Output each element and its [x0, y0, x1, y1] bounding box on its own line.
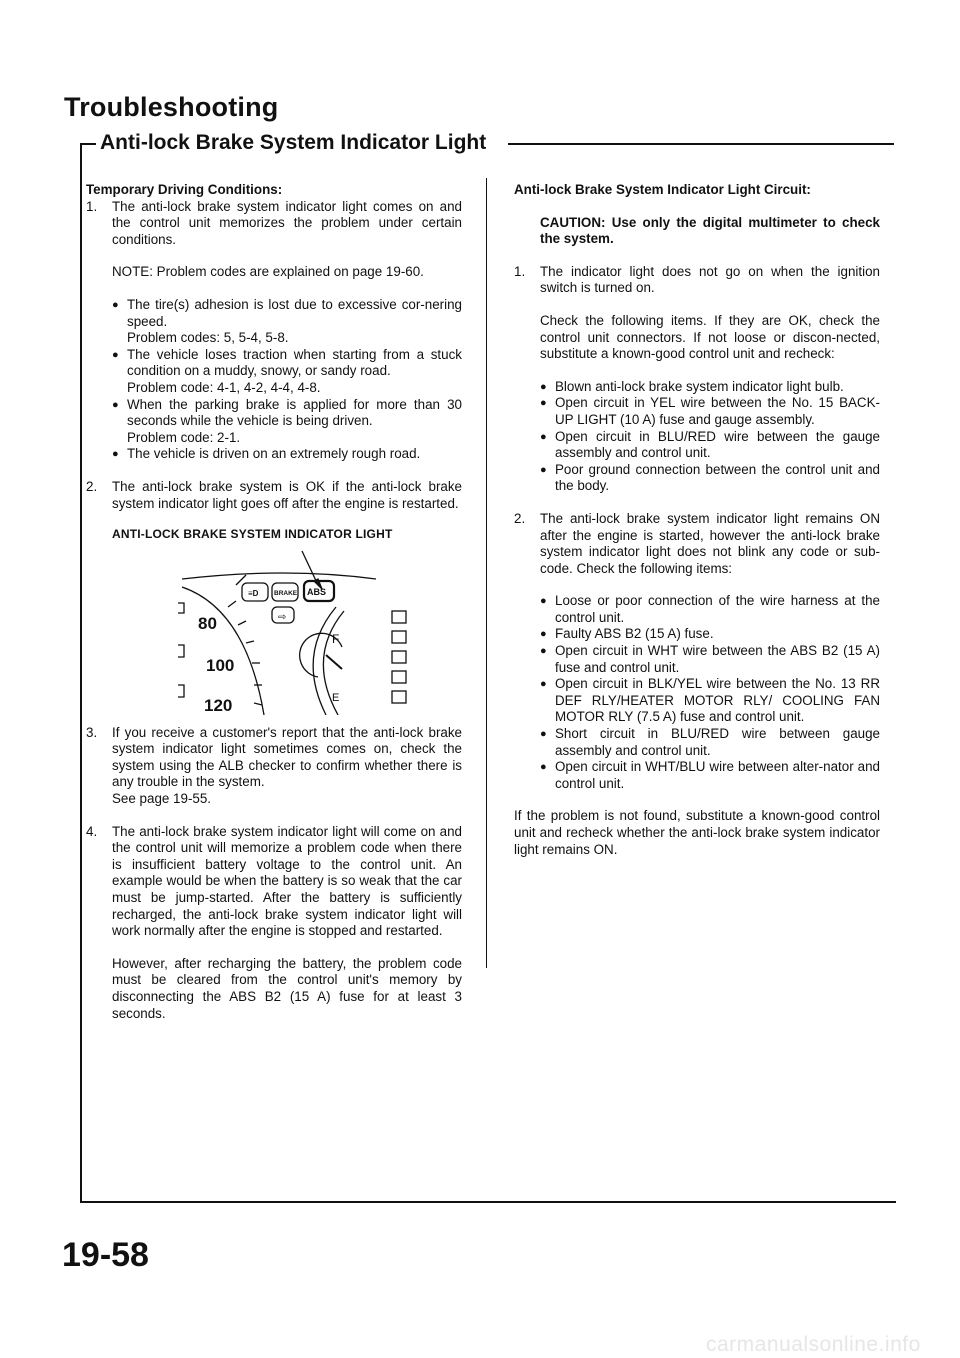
bullet-item [514, 626, 880, 643]
bullet-text: Short circuit in BLU/RED wire between gauge assembly and control unit. [555, 726, 880, 758]
bullet-dot-icon: ● [540, 645, 547, 658]
bullet-text: The tire(s) adhesion is lost due to excessive cor-nering speed. [127, 296, 462, 329]
check-paragraph: Check the following items. If they are OK, check the control unit connectors. If not loose or discon-nected, substitute a known-good control unit and recheck: [540, 312, 880, 362]
bullet-dot-icon: ● [540, 728, 547, 741]
bullet-item [86, 347, 462, 397]
bullet-text: Poor ground connection between the control unit and the body. [555, 461, 880, 494]
bullet-text: Open circuit in WHT wire between the ABS B2 (15 A) fuse and control unit. [555, 643, 880, 675]
left-column [86, 182, 462, 1022]
warning-lamp-icon [392, 671, 406, 683]
bullet-text: The vehicle is driven on an extremely rough road. [127, 446, 421, 462]
bullet-text: Blown anti-lock brake system indicator light bulb. [555, 378, 844, 394]
svg-text:⇨: ⇨ [278, 611, 287, 623]
item-number: 4. [86, 823, 98, 839]
problem-code: Problem codes: 5, 5-4, 5-8. [127, 330, 289, 346]
bullet-dot-icon: ● [540, 628, 547, 641]
speed-label-100: 100 [206, 655, 235, 675]
bullet-text: Open circuit in BLK/YEL wire between the No. 13 RR DEF RLY/HEATER MOTOR RLY/ COOLING FAN MOTOR RLY (7.5 A) fuse and control unit. [555, 676, 880, 725]
bullet-item [514, 395, 880, 428]
recharge-paragraph: However, after recharging the battery, the problem code must be cleared from the control unit's memory by disconnecting the ABS B2 (15 A) fuse for at least 3 seconds. [112, 955, 462, 1021]
left-item-4 [86, 824, 462, 940]
closing-paragraph: If the problem is not found, substitute a known-good control unit and recheck whether the anti-lock brake system indicator light remains ON. [514, 808, 880, 857]
brake-lamp-label: BRAKE [274, 589, 298, 597]
gauge-illustration [86, 545, 462, 715]
bullet-text: Open circuit in YEL wire between the No. 15 BACK-UP LIGHT (10 A) fuse and gauge assembly. [555, 395, 880, 427]
item-text: The anti-lock brake system indicator light remains ON after the engine is started, however the anti-lock brake system indicator light does not blink any code or sub-code. Check the following items: [540, 510, 880, 576]
bullet-text: Open circuit in WHT/BLU wire between alter-nator and control unit. [555, 759, 880, 791]
bullet-text: When the parking brake is applied for more than 30 seconds while the vehicle is being driven. [127, 396, 462, 429]
header-left-vertical [80, 143, 82, 1203]
item-text: The anti-lock brake system indicator light will come on and the control unit will memorize a problem code when there is insufficient battery voltage to the control unit. An example would be when the battery is so weak that the car must be jump-started. After the battery is sufficiently recharged, the anti-lock brake system indicator light will work normally after the engine is stopped and restarted. [112, 823, 462, 939]
item-text: The indicator light does not go on when the ignition switch is turned on. [540, 263, 880, 296]
bullet-item [86, 397, 462, 447]
bullet-item [514, 462, 880, 495]
left-item-1 [86, 199, 462, 249]
check-bullets-2 [514, 593, 880, 792]
bullet-item [514, 429, 880, 462]
bullet-dot-icon: ● [540, 761, 547, 774]
svg-text:F: F [332, 631, 340, 646]
bullet-item [514, 759, 880, 792]
bullet-text: Open circuit in BLU/RED wire between the gauge assembly and control unit. [555, 428, 880, 461]
item-text: The anti-lock brake system indicator light comes on and the control unit memorizes the problem under certain conditions. [112, 198, 462, 247]
column-divider [486, 178, 487, 968]
bullet-dot-icon: ● [112, 448, 119, 461]
problem-code: Problem code: 2-1. [127, 429, 241, 445]
header-rule [508, 143, 894, 145]
item-number: 2. [514, 510, 526, 526]
warning-lamp-icon [392, 691, 406, 703]
bottom-rule [80, 1201, 896, 1203]
warning-lamp-icon [392, 611, 406, 623]
bullet-dot-icon: ● [540, 678, 547, 691]
warning-lamp-icon [392, 631, 406, 643]
bullet-dot-icon: ● [540, 463, 547, 476]
watermark: carmanualsonline.info [706, 1333, 921, 1356]
item-number: 2. [86, 478, 98, 494]
bullet-dot-icon: ● [112, 398, 119, 411]
dash-top-outline [182, 573, 376, 579]
circuit-heading: Anti-lock Brake System Indicator Light Circuit: [514, 182, 811, 197]
bullet-item [514, 676, 880, 726]
speed-label-80: 80 [198, 613, 217, 633]
item-text: The anti-lock brake system is OK if the anti-lock brake system indicator light goes off after the engine is restarted. [112, 478, 462, 511]
see-page-ref: See page 19-55. [112, 791, 212, 807]
left-item-3 [86, 725, 462, 808]
caution-note: CAUTION: Use only the digital multimeter to check the system. [540, 214, 880, 247]
bullet-dot-icon: ● [112, 298, 119, 311]
bullet-text: Faulty ABS B2 (15 A) fuse. [555, 626, 714, 642]
bullet-dot-icon: ● [540, 430, 547, 443]
warning-lamp-icon [392, 651, 406, 663]
header-left-tick [80, 143, 96, 145]
bullet-text: Loose or poor connection of the wire harness at the control unit. [555, 593, 880, 625]
speed-label-120: 120 [204, 695, 233, 715]
condition-bullets [86, 297, 462, 463]
bullet-dot-icon: ● [112, 348, 119, 361]
bullet-dot-icon: ● [540, 380, 547, 393]
bullet-item [86, 446, 462, 463]
right-column [514, 182, 880, 858]
bullet-dot-icon: ● [540, 595, 547, 608]
item-text: If you receive a customer's report that the anti-lock brake system indicator light sometimes comes on, check the system using the ALB checker to confirm whether there is any trouble in the system. [112, 724, 462, 790]
bullet-item [514, 379, 880, 396]
page-number: 19-58 [62, 1236, 149, 1274]
section-subtitle: Anti-lock Brake System Indicator Light [100, 131, 487, 154]
bullet-dot-icon: ● [540, 397, 547, 410]
item-number: 1. [86, 198, 98, 214]
bullet-item [514, 593, 880, 626]
bullet-item [514, 726, 880, 759]
right-item-1 [514, 264, 880, 297]
bullet-text: The vehicle loses traction when starting from a stuck condition on a muddy, snowy, or sandy road. [127, 346, 462, 379]
left-item-2 [86, 479, 462, 512]
item-number: 3. [86, 724, 98, 740]
note-text: NOTE: Problem codes are explained on page 19-60. [112, 264, 424, 280]
item-number: 1. [514, 263, 526, 279]
bullet-item [514, 643, 880, 676]
page-title: Troubleshooting [64, 92, 279, 122]
svg-text:E: E [332, 691, 340, 704]
temporary-driving-heading: Temporary Driving Conditions: [86, 182, 283, 197]
bullet-item [86, 297, 462, 347]
right-item-2 [514, 511, 880, 577]
abs-lamp-label: ABS [307, 586, 327, 597]
problem-code: Problem code: 4-1, 4-2, 4-4, 4-8. [127, 379, 321, 395]
figure-caption: ANTI-LOCK BRAKE SYSTEM INDICATOR LIGHT [112, 527, 393, 542]
check-bullets-1 [514, 379, 880, 495]
svg-text:≡D: ≡D [248, 588, 259, 598]
